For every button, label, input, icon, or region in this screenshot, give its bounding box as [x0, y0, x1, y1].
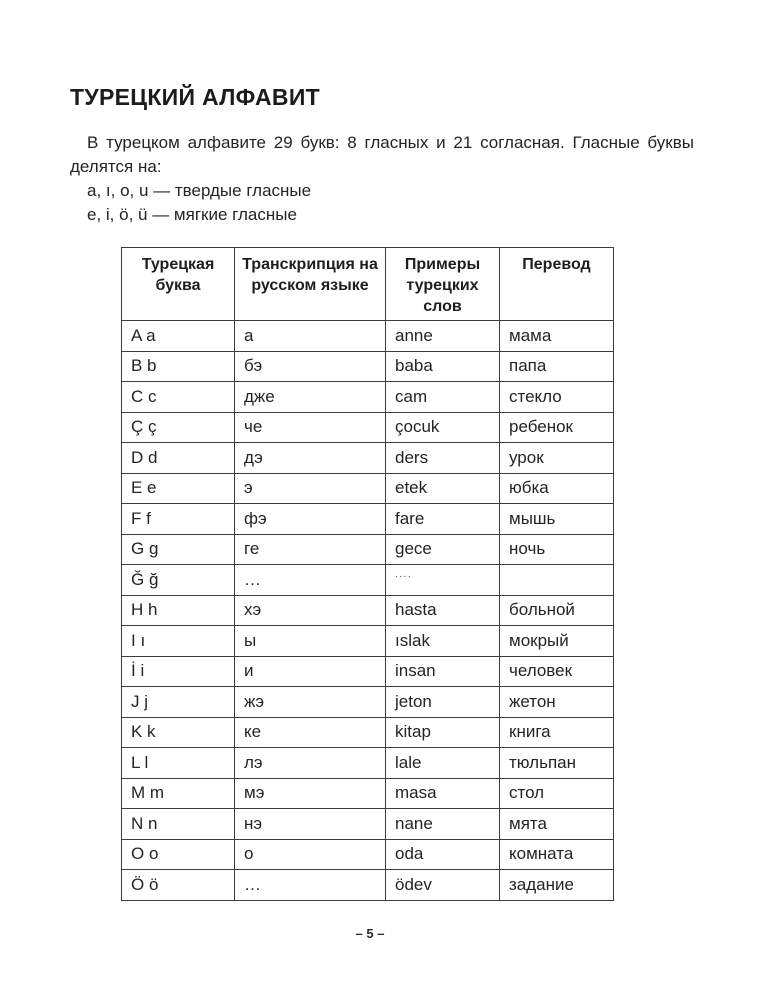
page-title: ТУРЕЦКИЙ АЛФАВИТ — [70, 84, 321, 110]
table-cell: H h — [122, 595, 235, 626]
table-cell: комната — [500, 839, 614, 870]
table-cell: etek — [386, 473, 500, 504]
table-cell: jeton — [386, 687, 500, 718]
table-cell: Ö ö — [122, 870, 235, 901]
table-cell: папа — [500, 351, 614, 382]
table-cell: nane — [386, 809, 500, 840]
table-cell: че — [235, 412, 386, 443]
table-cell: а — [235, 321, 386, 352]
table-cell: ночь — [500, 534, 614, 565]
table-cell: урок — [500, 443, 614, 474]
table-cell: lale — [386, 748, 500, 779]
table-cell: жэ — [235, 687, 386, 718]
table-cell: книга — [500, 717, 614, 748]
table-cell — [500, 565, 614, 596]
table-cell: G g — [122, 534, 235, 565]
intro-paragraph: В турецком алфавите 29 букв: 8 гласных и 21 согласная. Гласные буквы делятся на: — [70, 133, 694, 176]
table-cell: мята — [500, 809, 614, 840]
table-cell: C c — [122, 382, 235, 413]
page-number: – 5 – — [355, 926, 385, 941]
table-cell: задание — [500, 870, 614, 901]
table-cell: ders — [386, 443, 500, 474]
table-cell: юбка — [500, 473, 614, 504]
table-row — [122, 534, 614, 565]
table-row — [122, 504, 614, 535]
table-row — [122, 412, 614, 443]
table-cell: … — [235, 565, 386, 596]
table-cell: masa — [386, 778, 500, 809]
table-cell: жетон — [500, 687, 614, 718]
header-translation: Перевод — [500, 248, 614, 321]
table-cell: baba — [386, 351, 500, 382]
table-row — [122, 687, 614, 718]
table-cell: hasta — [386, 595, 500, 626]
table-cell: ы — [235, 626, 386, 657]
table-cell: лэ — [235, 748, 386, 779]
table-cell: ödev — [386, 870, 500, 901]
table-row — [122, 839, 614, 870]
table-cell: cam — [386, 382, 500, 413]
table-cell: O o — [122, 839, 235, 870]
table-cell: человек — [500, 656, 614, 687]
table-cell: D d — [122, 443, 235, 474]
table-cell: E e — [122, 473, 235, 504]
table-cell: мышь — [500, 504, 614, 535]
table-row — [122, 748, 614, 779]
table-cell: B b — [122, 351, 235, 382]
header-row — [122, 248, 614, 321]
table-row — [122, 595, 614, 626]
table-cell: gece — [386, 534, 500, 565]
table-cell: insan — [386, 656, 500, 687]
intro-block — [70, 131, 694, 227]
table-row — [122, 656, 614, 687]
alphabet-table — [121, 247, 614, 901]
table-row — [122, 473, 614, 504]
table-cell: дэ — [235, 443, 386, 474]
table-cell: I ı — [122, 626, 235, 657]
table-cell: N n — [122, 809, 235, 840]
table-cell: … — [235, 870, 386, 901]
table-row — [122, 717, 614, 748]
table-cell: fare — [386, 504, 500, 535]
table-cell: мокрый — [500, 626, 614, 657]
table-cell: ıslak — [386, 626, 500, 657]
table-cell: ребенок — [500, 412, 614, 443]
table-row — [122, 351, 614, 382]
table-cell: больной — [500, 595, 614, 626]
header-transcription: Транскрипция на русском языке — [235, 248, 386, 321]
table-cell: Ç ç — [122, 412, 235, 443]
hard-vowels-line: a, ı, o, u — твердые гласные — [87, 181, 312, 200]
table-cell: kitap — [386, 717, 500, 748]
table-cell: дже — [235, 382, 386, 413]
table-cell: Ğ ğ — [122, 565, 235, 596]
soft-vowels-line: e, i, ö, ü — мягкие гласные — [87, 205, 297, 224]
alphabet-table-header — [122, 248, 614, 321]
table-row — [122, 321, 614, 352]
table-cell: и — [235, 656, 386, 687]
table-row — [122, 778, 614, 809]
table-cell: anne — [386, 321, 500, 352]
table-cell: L l — [122, 748, 235, 779]
table-cell: F f — [122, 504, 235, 535]
table-row — [122, 443, 614, 474]
table-cell: .... — [386, 565, 500, 596]
table-cell: J j — [122, 687, 235, 718]
table-cell: тюльпан — [500, 748, 614, 779]
table-cell: ге — [235, 534, 386, 565]
table-cell: oda — [386, 839, 500, 870]
table-row — [122, 870, 614, 901]
table-cell: стол — [500, 778, 614, 809]
table-cell: э — [235, 473, 386, 504]
table-cell: нэ — [235, 809, 386, 840]
table-cell: мэ — [235, 778, 386, 809]
table-cell: çocuk — [386, 412, 500, 443]
table-cell: мама — [500, 321, 614, 352]
table-cell: о — [235, 839, 386, 870]
table-cell: A a — [122, 321, 235, 352]
table-row — [122, 565, 614, 596]
table-cell: İ i — [122, 656, 235, 687]
table-row — [122, 626, 614, 657]
table-cell: M m — [122, 778, 235, 809]
table-cell: стекло — [500, 382, 614, 413]
table-cell: хэ — [235, 595, 386, 626]
alphabet-table-body — [122, 321, 614, 901]
table-cell: K k — [122, 717, 235, 748]
header-turkish-letter: Турецкая буква — [122, 248, 235, 321]
table-row — [122, 382, 614, 413]
table-row — [122, 809, 614, 840]
table-cell: бэ — [235, 351, 386, 382]
table-cell: ке — [235, 717, 386, 748]
header-examples: Примеры турецких слов — [386, 248, 500, 321]
table-cell: фэ — [235, 504, 386, 535]
